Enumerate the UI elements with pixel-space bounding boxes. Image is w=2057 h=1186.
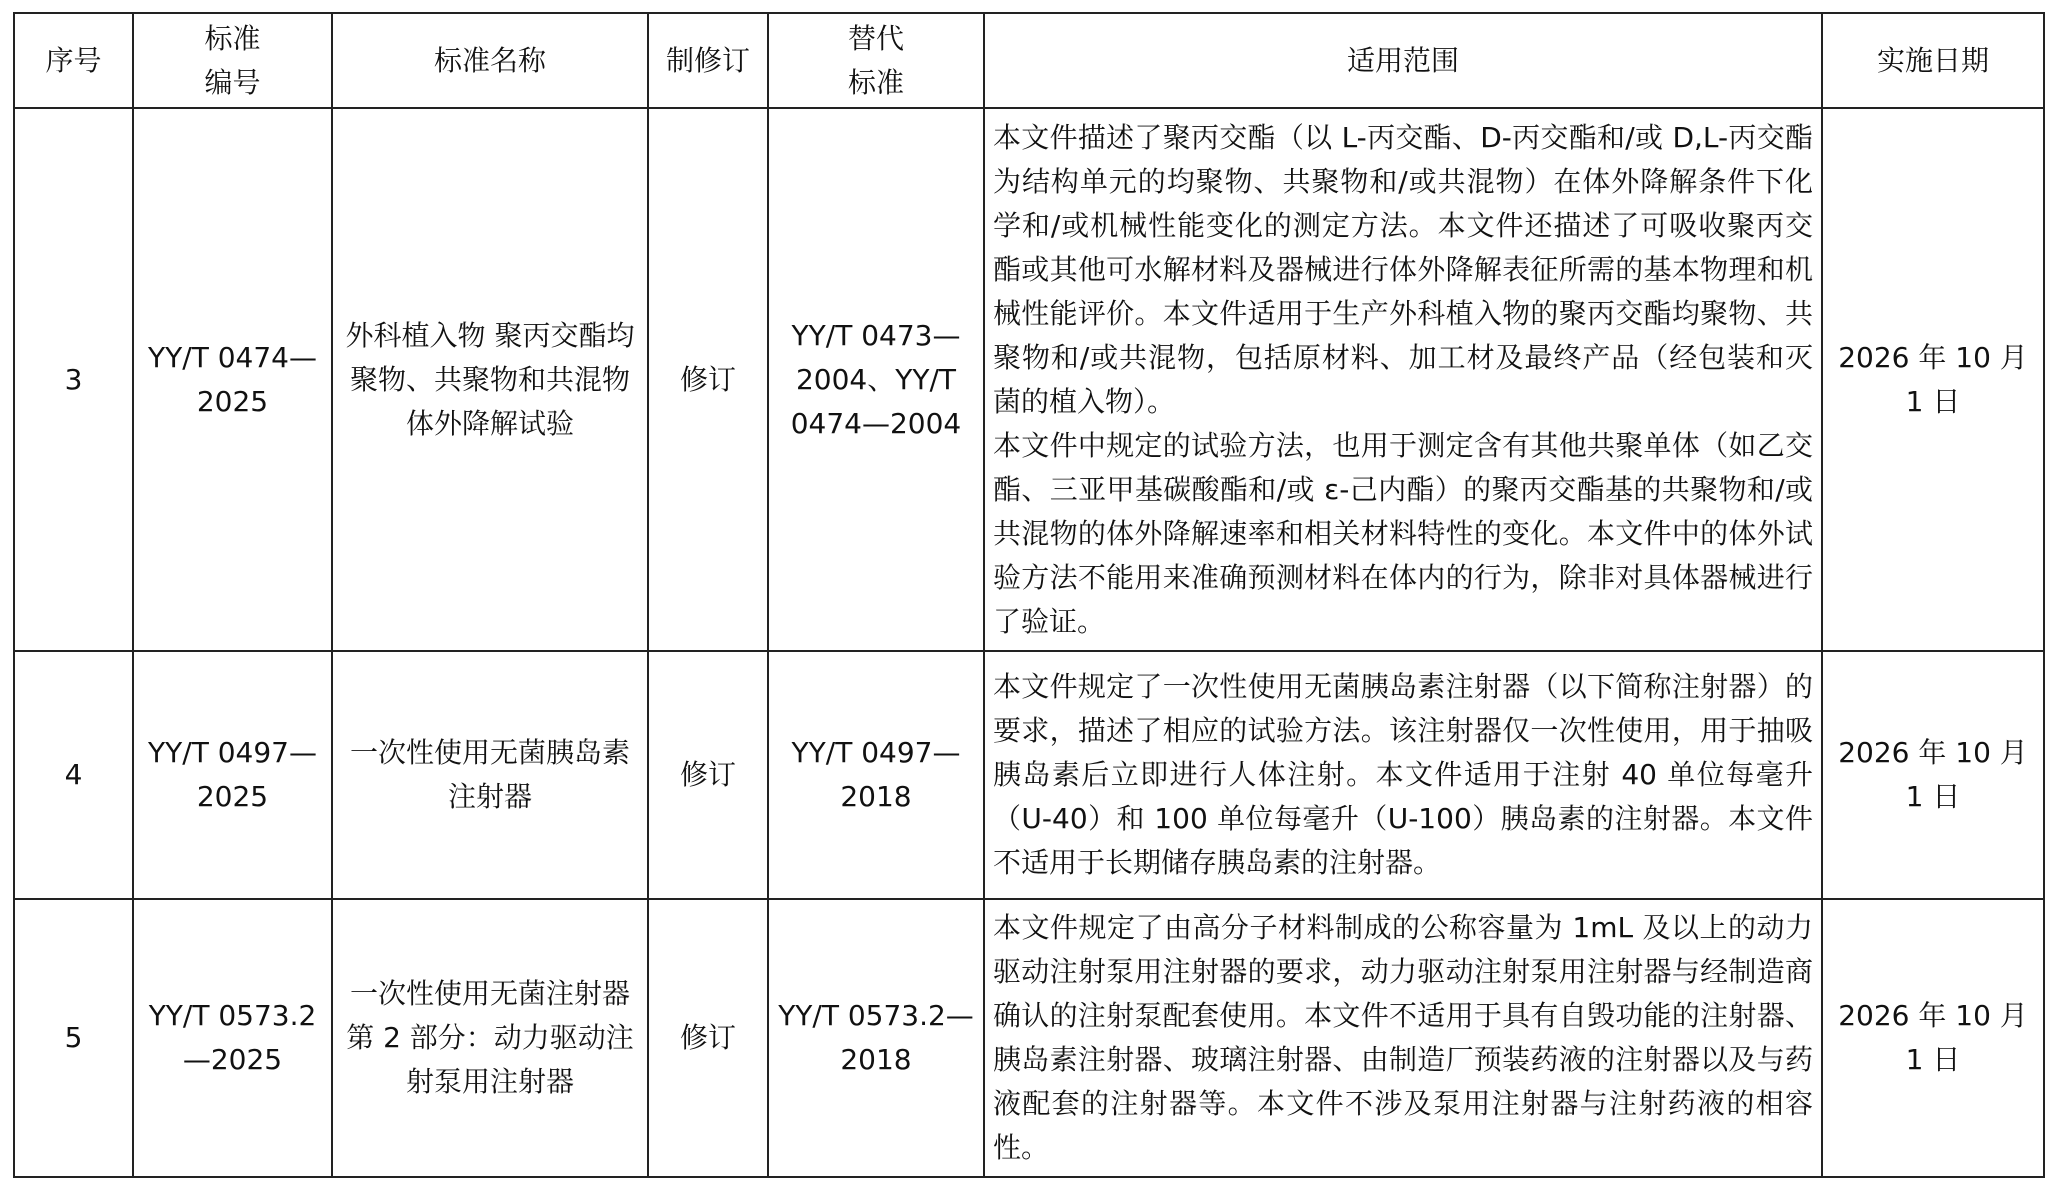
cell-date: 2026 年 10 月 1 日 bbox=[1822, 108, 2044, 651]
table-row bbox=[14, 899, 2044, 1177]
header-replaces-line1: 替代 bbox=[847, 21, 904, 55]
cell-name: 外科植入物 聚丙交酯均聚物、共聚物和共混物 体外降解试验 bbox=[332, 108, 648, 651]
cell-seq: 4 bbox=[14, 651, 133, 899]
table-header bbox=[14, 13, 2044, 108]
cell-revision: 修订 bbox=[648, 651, 768, 899]
header-replaces-line2: 标准 bbox=[847, 65, 904, 99]
header-code-line1: 标准 bbox=[204, 21, 261, 55]
scope-paragraph: 本文件描述了聚丙交酯（以 L-丙交酯、D-丙交酯和/或 D,L-丙交酯为结构单元的均聚物、共聚物和/或共混物）在体外降解条件下化学和/或机械性能变化的测定方法。本文件还描述了可吸收聚丙交酯或其他可水解材料及器械进行体外降解表征所需的基本物理和机械性能评价。本文件适用于生产外科植入物的聚丙交酯均聚物、共聚物和/或共混物，包括原材料、加工材及最终产品（经包装和灭菌的植入物）。 bbox=[993, 120, 1813, 418]
scope-paragraph: 本文件中规定的试验方法，也用于测定含有其他共聚单体（如乙交酯、三亚甲基碳酸酯和/或 ε-己内酯）的聚丙交酯基的共聚物和/或共混物的体外降解速率和相关材料特性的变化。本文件中的体外试验方法不能用来准确预测材料在体内的行为，除非对具体器械进行了验证。 bbox=[993, 428, 1813, 638]
table-row bbox=[14, 651, 2044, 899]
cell-replaces: YY/T 0473—2004、YY/T 0474—2004 bbox=[768, 108, 984, 651]
cell-date: 2026 年 10 月 1 日 bbox=[1822, 899, 2044, 1177]
cell-revision: 修订 bbox=[648, 108, 768, 651]
cell-seq: 3 bbox=[14, 108, 133, 651]
cell-scope bbox=[984, 108, 1822, 651]
cell-scope bbox=[984, 651, 1822, 899]
header-name: 标准名称 bbox=[332, 13, 648, 108]
header-seq: 序号 bbox=[14, 13, 133, 108]
cell-name: 一次性使用无菌胰岛素注射器 bbox=[332, 651, 648, 899]
cell-name: 一次性使用无菌注射器 第 2 部分：动力驱动注射泵用注射器 bbox=[332, 899, 648, 1177]
table-body bbox=[14, 108, 2044, 1177]
cell-replaces: YY/T 0573.2—2018 bbox=[768, 899, 984, 1177]
header-code bbox=[133, 13, 332, 108]
header-scope: 适用范围 bbox=[984, 13, 1822, 108]
cell-revision: 修订 bbox=[648, 899, 768, 1177]
cell-code: YY/T 0497—2025 bbox=[133, 651, 332, 899]
cell-replaces: YY/T 0497—2018 bbox=[768, 651, 984, 899]
cell-code: YY/T 0573.2—2025 bbox=[133, 899, 332, 1177]
standards-table bbox=[13, 12, 2045, 1178]
table-row bbox=[14, 108, 2044, 651]
header-code-line2: 编号 bbox=[204, 65, 261, 99]
header-replaces bbox=[768, 13, 984, 108]
scope-paragraph: 本文件规定了由高分子材料制成的公称容量为 1mL 及以上的动力驱动注射泵用注射器的要求，动力驱动注射泵用注射器与经制造商确认的注射泵配套使用。本文件不适用于具有自毁功能的注射器、胰岛素注射器、玻璃注射器、由制造厂预装药液的注射器以及与药液配套的注射器等。本文件不涉及泵用注射器与注射药液的相容性。 bbox=[993, 911, 1813, 1164]
cell-date: 2026 年 10 月 1 日 bbox=[1822, 651, 2044, 899]
header-revision: 制修订 bbox=[648, 13, 768, 108]
scope-paragraph: 本文件规定了一次性使用无菌胰岛素注射器（以下简称注射器）的要求，描述了相应的试验方法。该注射器仅一次性使用，用于抽吸胰岛素后立即进行人体注射。本文件适用于注射 40 单位每毫升（U-40）和 100 单位每毫升（U-100）胰岛素的注射器。本文件不适用于长期储存胰岛素的注射器。 bbox=[993, 670, 1813, 879]
header-row bbox=[14, 13, 2044, 108]
cell-code: YY/T 0474—2025 bbox=[133, 108, 332, 651]
cell-scope bbox=[984, 899, 1822, 1177]
header-date: 实施日期 bbox=[1822, 13, 2044, 108]
cell-seq: 5 bbox=[14, 899, 133, 1177]
